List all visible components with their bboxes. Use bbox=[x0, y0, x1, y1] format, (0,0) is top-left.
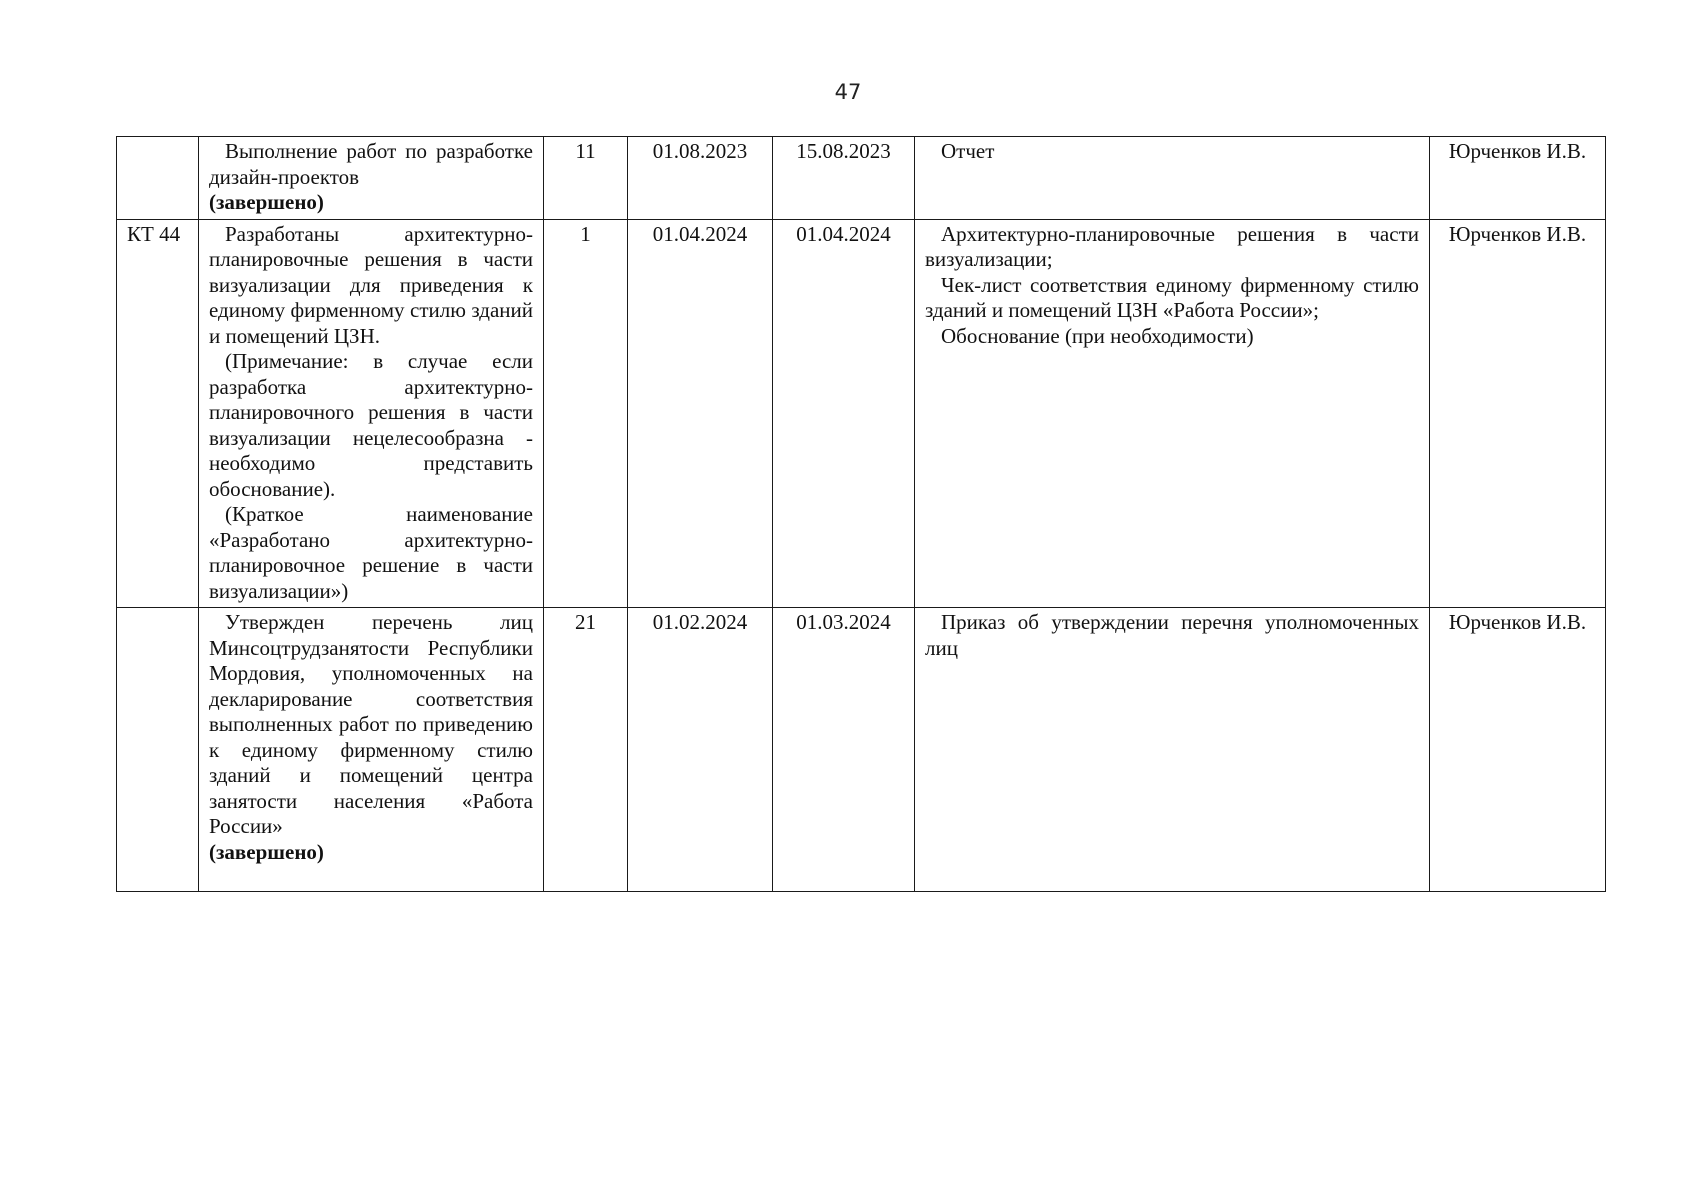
duration-cell: 1 bbox=[544, 219, 628, 608]
status-label: (завершено) bbox=[209, 190, 324, 214]
description-text: Выполнение работ по разработке дизайн-проектов bbox=[209, 139, 533, 189]
start-date-cell: 01.08.2023 bbox=[628, 137, 773, 220]
table-row bbox=[117, 219, 1606, 608]
checkpoint-code-cell bbox=[117, 608, 199, 892]
duration-cell: 11 bbox=[544, 137, 628, 220]
task-description-cell bbox=[199, 137, 544, 220]
result-cell bbox=[915, 137, 1430, 220]
page-number: 47 bbox=[834, 80, 862, 104]
result-text: Обоснование (при необходимости) bbox=[941, 323, 1254, 348]
responsible-cell: Юрченков И.В. bbox=[1430, 137, 1606, 220]
result-text: Чек-лист соответствия единому фирменному стилю зданий и помещений ЦЗН «Работа России»; bbox=[925, 272, 1419, 322]
responsible-cell: Юрченков И.В. bbox=[1430, 219, 1606, 608]
responsible-cell: Юрченков И.В. bbox=[1430, 608, 1606, 892]
status-label: (завершено) bbox=[209, 839, 324, 864]
duration-cell: 21 bbox=[544, 608, 628, 892]
schedule-table bbox=[116, 136, 1606, 892]
description-text: Разработаны архитектурно-планировочные решения в части визуализации для приведения к единому фирменному стилю зданий и помещений ЦЗН. bbox=[209, 221, 533, 348]
task-description-cell bbox=[199, 608, 544, 892]
start-date-cell: 01.04.2024 bbox=[628, 219, 773, 608]
checkpoint-code-cell: КТ 44 bbox=[117, 219, 199, 608]
task-description-cell bbox=[199, 219, 544, 608]
description-text: Утвержден перечень лиц Минсоцтрудзанятости Республики Мордовия, уполномоченных на декларирование соответствия выполненных работ по приведению к единому фирменному стилю зданий и помещений центра занятости населения «Работа России» bbox=[209, 610, 533, 838]
result-cell bbox=[915, 608, 1430, 892]
end-date-cell: 01.03.2024 bbox=[773, 608, 915, 892]
table-row bbox=[117, 608, 1606, 892]
result-cell bbox=[915, 219, 1430, 608]
description-short-name: (Краткое наименование «Разработано архитектурно-планировочное решение в части визуализации») bbox=[209, 502, 533, 603]
start-date-cell: 01.02.2024 bbox=[628, 608, 773, 892]
result-text: Приказ об утверждении перечня уполномоченных лиц bbox=[925, 610, 1419, 660]
checkpoint-code-cell bbox=[117, 137, 199, 220]
description-note: (Примечание: в случае если разработка архитектурно-планировочного решения в части визуализации нецелесообразна - необходимо представить обоснование). bbox=[209, 349, 533, 501]
end-date-cell: 15.08.2023 bbox=[773, 137, 915, 220]
result-text: Отчет bbox=[941, 139, 995, 163]
table-row bbox=[117, 137, 1606, 220]
end-date-cell: 01.04.2024 bbox=[773, 219, 915, 608]
result-text: Архитектурно-планировочные решения в части визуализации; bbox=[925, 221, 1419, 271]
